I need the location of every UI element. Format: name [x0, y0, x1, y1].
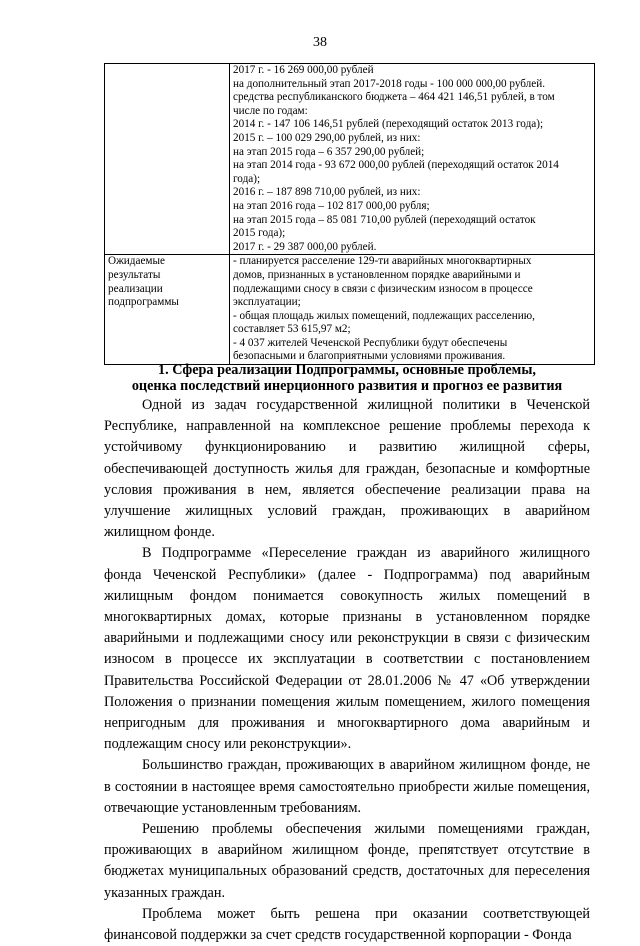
result-line: безопасными и благоприятными условиями проживания.	[233, 350, 506, 363]
financing-line: на этап 2015 года – 85 081 710,00 рублей (переходящий остаток	[233, 213, 536, 226]
result-line: - планируется расселение 129-ти аварийных многоквартирных	[233, 255, 532, 268]
table-cell-expected-results	[230, 255, 595, 365]
financing-line: на этап 2015 года – 6 357 290,00 рублей;	[233, 145, 425, 158]
result-line: подлежащими сносу в связи с физическим износом в процессе	[233, 282, 533, 295]
financing-line: 2015 г. – 100 029 290,00 рублей, из них:	[233, 131, 421, 144]
financing-line: на этап 2016 года – 102 817 000,00 рубля;	[233, 199, 430, 212]
financing-line: числе по годам:	[233, 104, 308, 117]
financing-line: 2017 г. - 16 269 000,00 рублей	[233, 64, 374, 76]
section-heading-line-2: оценка последствий инерционного развития и прогноз ее развития	[131, 377, 563, 394]
paragraph: Большинство граждан, проживающих в аварийном жилищном фонде, не в состоянии в настоящее время самостоятельно приобрести жилые помещения, отвечающие установленным требованиям.	[104, 757, 590, 816]
financing-line: 2014 г. - 147 106 146,51 рублей (переходящий остаток 2013 года);	[233, 118, 544, 131]
result-line: - общая площадь жилых помещений, подлежащих расселению,	[233, 309, 535, 322]
financing-line: года);	[233, 172, 261, 185]
paragraph: Проблема может быть решена при оказании соответствующей финансовой поддержки за счет средств государственной корпорации - Фонда	[104, 905, 590, 944]
page-number: 38	[313, 35, 327, 50]
result-line: домов, признанных в установленном порядке аварийными и	[233, 268, 521, 281]
subprogram-passport-table	[104, 63, 595, 365]
table-cell-financing-details	[230, 64, 595, 255]
table-cell-label-financing	[105, 64, 230, 255]
table-cell-label-expected-results	[105, 255, 230, 365]
section-heading	[104, 363, 590, 395]
result-line: эксплуатации;	[233, 296, 301, 309]
table-row-expected-results	[105, 255, 595, 365]
financing-line: 2016 г. – 187 898 710,00 рублей, из них:	[233, 186, 421, 199]
label-line: реализации	[108, 282, 163, 295]
paragraph: Решению проблемы обеспечения жилыми помещениями граждан, проживающих в аварийном жилищном фонде, препятствует отсутствие в бюджетах муниципальных образований средств, достаточных для переселения указанных граждан.	[104, 821, 590, 901]
financing-line: 2017 г. - 29 387 000,00 рублей.	[233, 240, 377, 253]
financing-line: на этап 2014 года - 93 672 000,00 рублей (переходящий остаток 2014	[233, 159, 559, 172]
result-line: составляет 53 615,97 м2;	[233, 323, 351, 336]
financing-line: средства республиканского бюджета – 464 421 146,51 рублей, в том	[233, 91, 555, 104]
paragraph: В Подпрограмме «Переселение граждан из аварийного жилищного фонда Чеченской Республики» (далее - Подпрограмма) под аварийным жилищным фондом понимается совокупность жилых помещений в многоквартирных домах, которые признаны в установленном порядке аварийными и подлежащими сносу или реконструкции в связи с физическим износом в процессе их эксплуатации в соответствии с постановлением Правительства Российской Федерации от 28.01.2006 № 47 «Об утверждении Положения о признании помещения жилым помещением, жилого помещения непригодным для проживания и многоквартирного дома аварийным и подлежащим сносу или реконструкции».	[104, 545, 590, 753]
financing-line: 2015 года);	[233, 227, 286, 240]
table-row-financing	[105, 64, 595, 255]
label-line: Ожидаемые	[108, 255, 165, 268]
label-line: результаты	[108, 268, 161, 281]
section-heading-line-1: 1. Сфера реализации Подпрограммы, основные проблемы,	[158, 362, 536, 378]
label-line: подпрограммы	[108, 296, 179, 309]
body-text	[104, 395, 590, 946]
paragraph: Одной из задач государственной жилищной политики в Чеченской Республике, направленной на комплексное решение проблемы перехода к устойчивому функционированию и развитию жилищной сферы, обеспечивающей доступность жилья для граждан, безопасные и комфортные условия проживания в нем, является обеспечение реализации права на улучшение жилищных условий граждан, проживающих в аварийном жилищном фонде.	[104, 397, 590, 541]
financing-line: на дополнительный этап 2017-2018 годы - 100 000 000,00 рублей.	[233, 77, 546, 90]
result-line: - 4 037 жителей Чеченской Республики будут обеспечены	[233, 336, 508, 349]
